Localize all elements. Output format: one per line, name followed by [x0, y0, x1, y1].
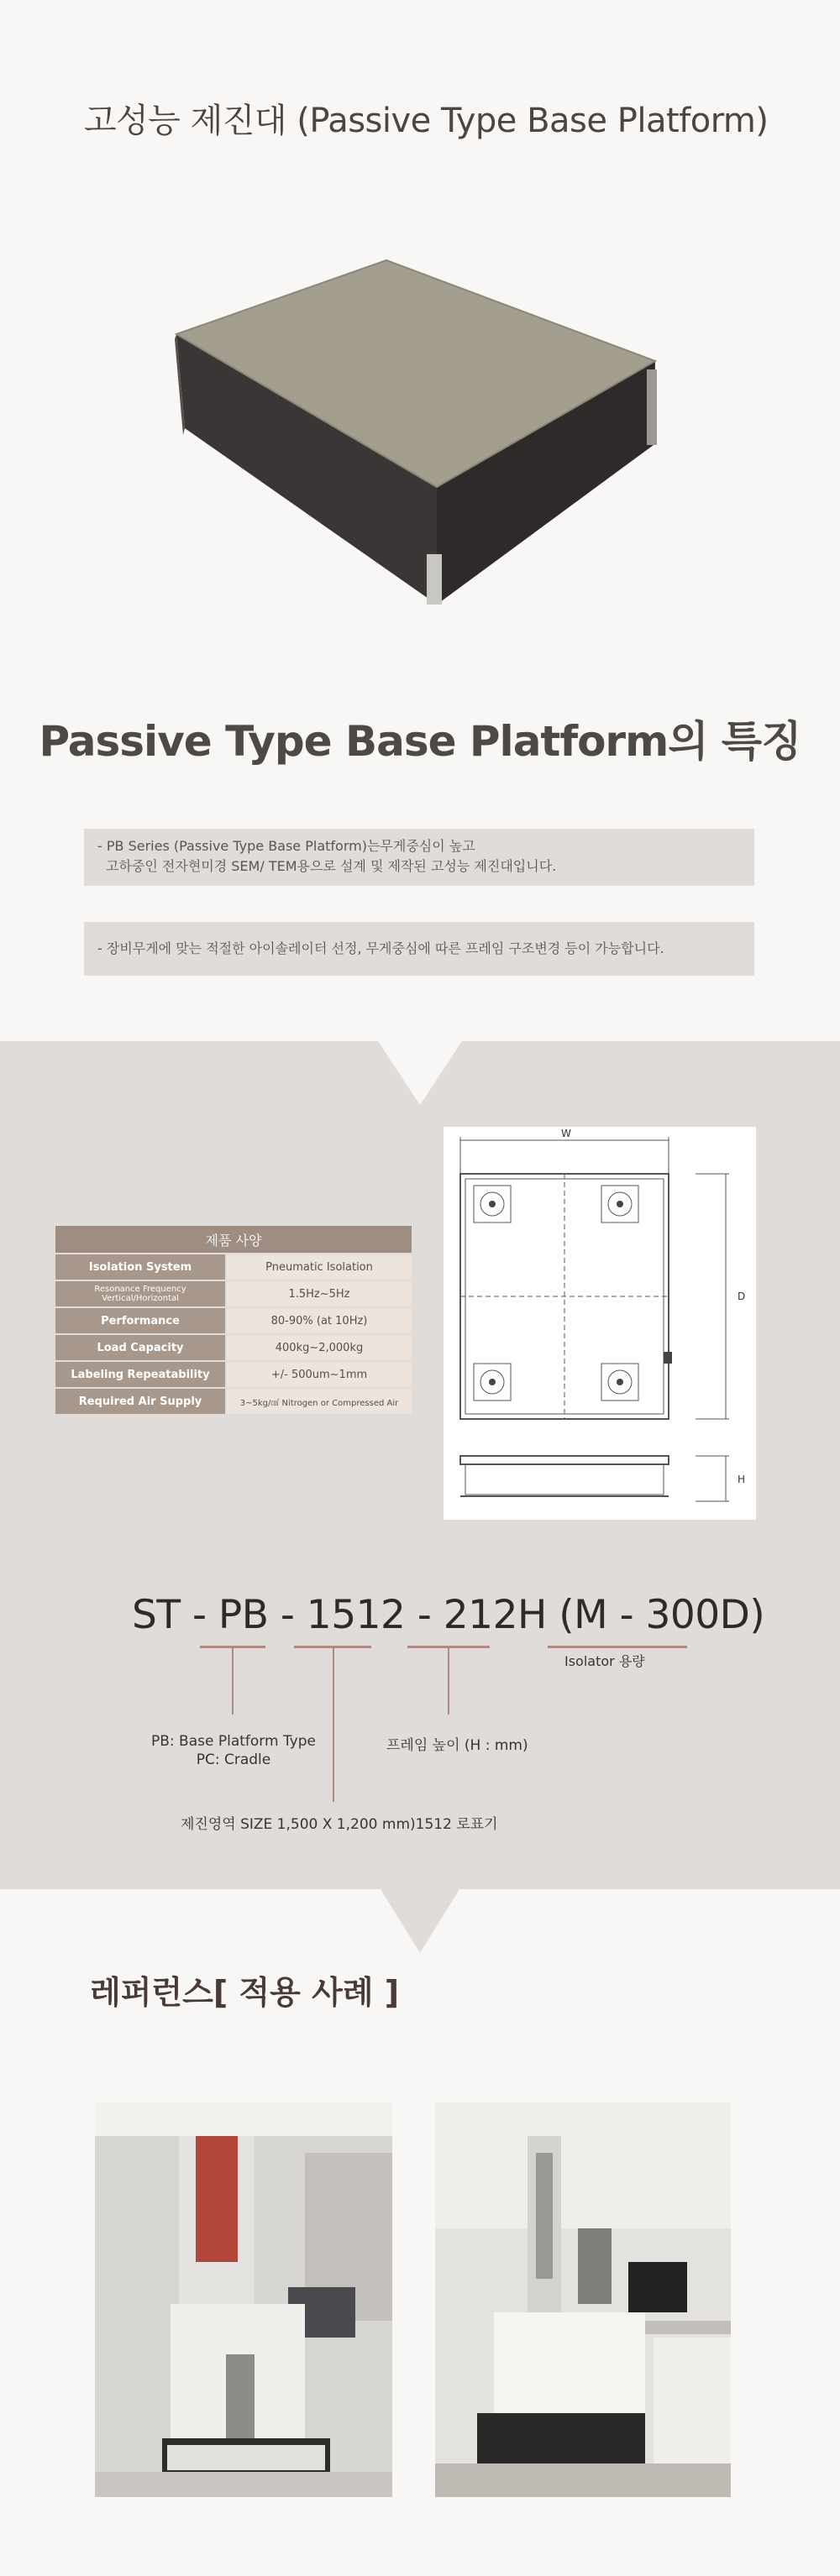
- spec-label: Performance: [55, 1307, 226, 1334]
- model-code: ST - PB - 1512 - 212H (M - 300D): [132, 1592, 765, 1638]
- section-arrow-notch: [378, 1041, 462, 1105]
- pb-caption-line2: PC: Cradle: [196, 1751, 271, 1768]
- connector-pb: [232, 1647, 234, 1715]
- table-row: [55, 1361, 412, 1388]
- spec-value: 1.5Hz~5Hz: [226, 1280, 412, 1307]
- section-arrow-bottom: [381, 1889, 459, 1953]
- spec-value: 400kg~2,000kg: [226, 1334, 412, 1361]
- connector-size: [333, 1647, 334, 1802]
- spec-table: [54, 1224, 413, 1416]
- drawing-d-label: D: [738, 1291, 746, 1302]
- feature-item-2-text: - 장비무게에 맞는 적절한 아이솔레이터 선정, 무게중심에 따른 프레임 구조변경 등이 가능합니다.: [97, 940, 664, 956]
- reference-photo-1: [95, 2102, 392, 2497]
- spec-value: Pneumatic Isolation: [226, 1254, 412, 1280]
- drawing-h-label: H: [738, 1474, 746, 1485]
- table-row: [55, 1280, 412, 1307]
- feature-item-1-line1: - PB Series (Passive Type Base Platform)는무게중심이 높고: [97, 838, 475, 854]
- connector-height: [448, 1647, 449, 1715]
- spec-value: +/- 500um~1mm: [226, 1361, 412, 1388]
- table-row: [55, 1254, 412, 1280]
- platform-product-image: [160, 243, 680, 621]
- feature-item-2: [84, 922, 754, 976]
- technical-drawing: [444, 1127, 756, 1520]
- isolator-caption: Isolator 용량: [564, 1653, 645, 1669]
- spec-label: Labeling Repeatability: [55, 1361, 226, 1388]
- feature-item-1: [84, 829, 754, 886]
- underline-isolator: [548, 1646, 687, 1648]
- page-title: 고성능 제진대 (Passive Type Base Platform): [84, 102, 769, 140]
- size-caption: 제진영역 SIZE 1,500 X 1,200 mm)1512 로표기: [181, 1816, 498, 1833]
- feature-item-1-line2: 고하중인 전자현미경 SEM/ TEM용으로 설계 및 제작된 고성능 제진대입니다.: [106, 858, 557, 874]
- features-title: Passive Type Base Platform의 특징: [39, 717, 801, 766]
- table-row: [55, 1334, 412, 1361]
- table-row: [55, 1307, 412, 1334]
- spec-table-header: 제품 사양: [55, 1225, 412, 1254]
- spec-value: 80-90% (at 10Hz): [226, 1307, 412, 1334]
- spec-label: Load Capacity: [55, 1334, 226, 1361]
- spec-label: Isolation System: [55, 1254, 226, 1280]
- height-caption: 프레임 높이 (H : mm): [386, 1737, 528, 1754]
- drawing-w-label: W: [561, 1128, 571, 1139]
- pb-caption-line1: PB: Base Platform Type: [151, 1733, 316, 1750]
- spec-label: Required Air Supply: [55, 1388, 226, 1415]
- table-row: [55, 1388, 412, 1415]
- reference-title: 레퍼런스[ 적용 사례 ]: [90, 1974, 400, 2011]
- reference-photo-2: [435, 2102, 731, 2497]
- spec-value: 3~5kg/㎠ Nitrogen or Compressed Air: [226, 1388, 412, 1415]
- spec-label: Resonance Frequency Vertical/Horizontal: [55, 1280, 226, 1307]
